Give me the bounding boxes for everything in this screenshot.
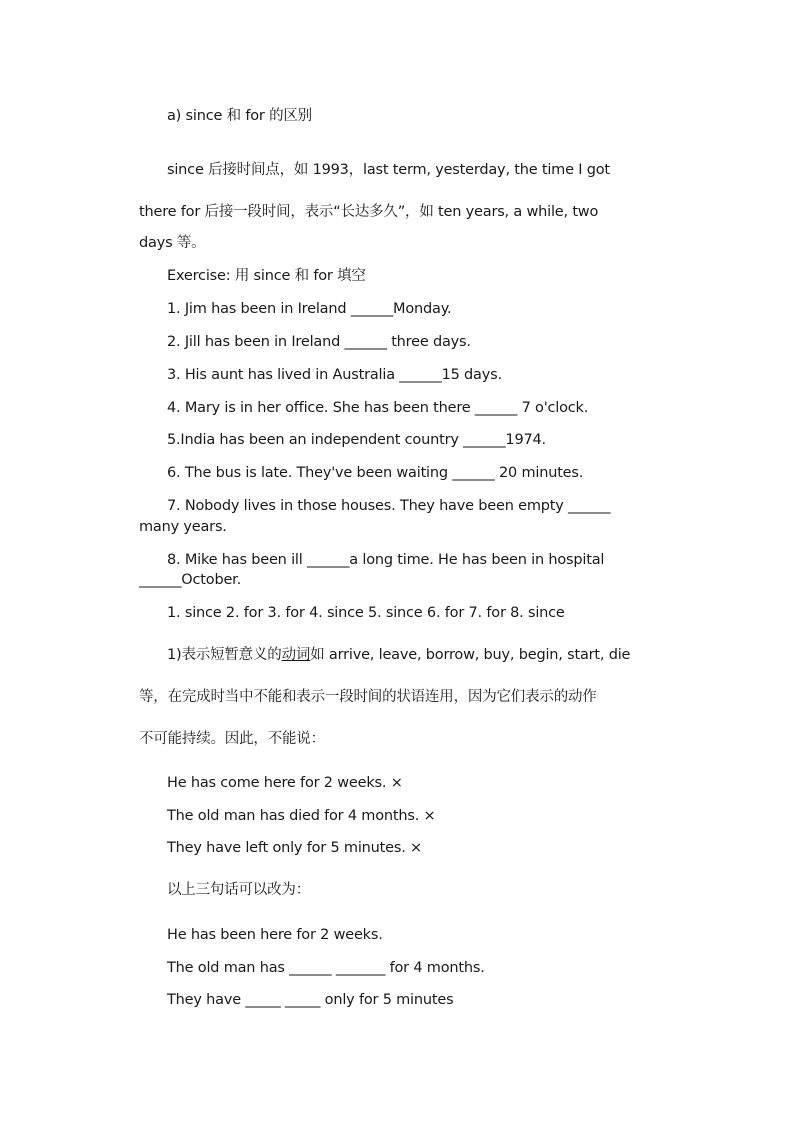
rewrite-heading: 以上三句话可以改为： — [167, 882, 310, 898]
note-line-1-before: 1)表示短暂意义的 — [167, 647, 282, 663]
note-term-verb-link[interactable]: 动词 — [281, 647, 311, 663]
section-title: a) since 和 for 的区别 — [167, 108, 312, 124]
rewrite-example-1: He has been here for 2 weeks. — [167, 927, 383, 943]
explanation-line-1: since 后接时间点，如 1993，last term, yesterday, the time I got — [167, 162, 610, 178]
note-line-1-after: 如 arrive, leave, borrow, buy, begin, start, die — [310, 647, 631, 663]
exercise-heading: Exercise: 用 since 和 for 填空 — [167, 268, 366, 284]
exercise-item-3: 3. His aunt has lived in Australia ______15 days. — [167, 367, 502, 383]
explanation-line-3: days 等。 — [139, 235, 206, 251]
exercise-item-5: 5.India has been an independent country ______1974. — [167, 432, 546, 448]
exercise-item-2: 2. Jill has been in Ireland ______ three days. — [167, 334, 471, 350]
note-line-1 — [167, 645, 630, 665]
exercise-item-8-line-2: ______October. — [139, 572, 242, 588]
exercise-item-1: 1. Jim has been in Ireland ______Monday. — [167, 301, 452, 317]
exercise-item-6: 6. The bus is late. They've been waiting ______ 20 minutes. — [167, 465, 584, 481]
note-line-2: 等，在完成时当中不能和表示一段时间的状语连用，因为它们表示的动作 — [139, 689, 597, 705]
exercise-item-7-line-1: 7. Nobody lives in those houses. They have been empty ______ — [167, 498, 611, 514]
answer-key: 1. since 2. for 3. for 4. since 5. since 6. for 7. for 8. since — [167, 605, 565, 621]
rewrite-example-2: The old man has ______ _______ for 4 months. — [167, 960, 485, 976]
wrong-example-3: They have left only for 5 minutes. × — [167, 840, 422, 856]
exercise-item-4: 4. Mary is in her office. She has been there ______ 7 o'clock. — [167, 400, 589, 416]
exercise-item-7-line-2: many years. — [139, 519, 227, 535]
wrong-example-1: He has come here for 2 weeks. × — [167, 775, 403, 791]
explanation-line-2: there for 后接一段时间，表示“长达多久”，如 ten years, a while, two — [139, 204, 599, 220]
rewrite-example-3: They have _____ _____ only for 5 minutes — [167, 992, 454, 1008]
wrong-example-2: The old man has died for 4 months. × — [167, 808, 436, 824]
exercise-item-8-line-1: 8. Mike has been ill ______a long time. He has been in hospital — [167, 552, 605, 568]
note-line-3: 不可能持续。因此，不能说： — [139, 731, 325, 747]
